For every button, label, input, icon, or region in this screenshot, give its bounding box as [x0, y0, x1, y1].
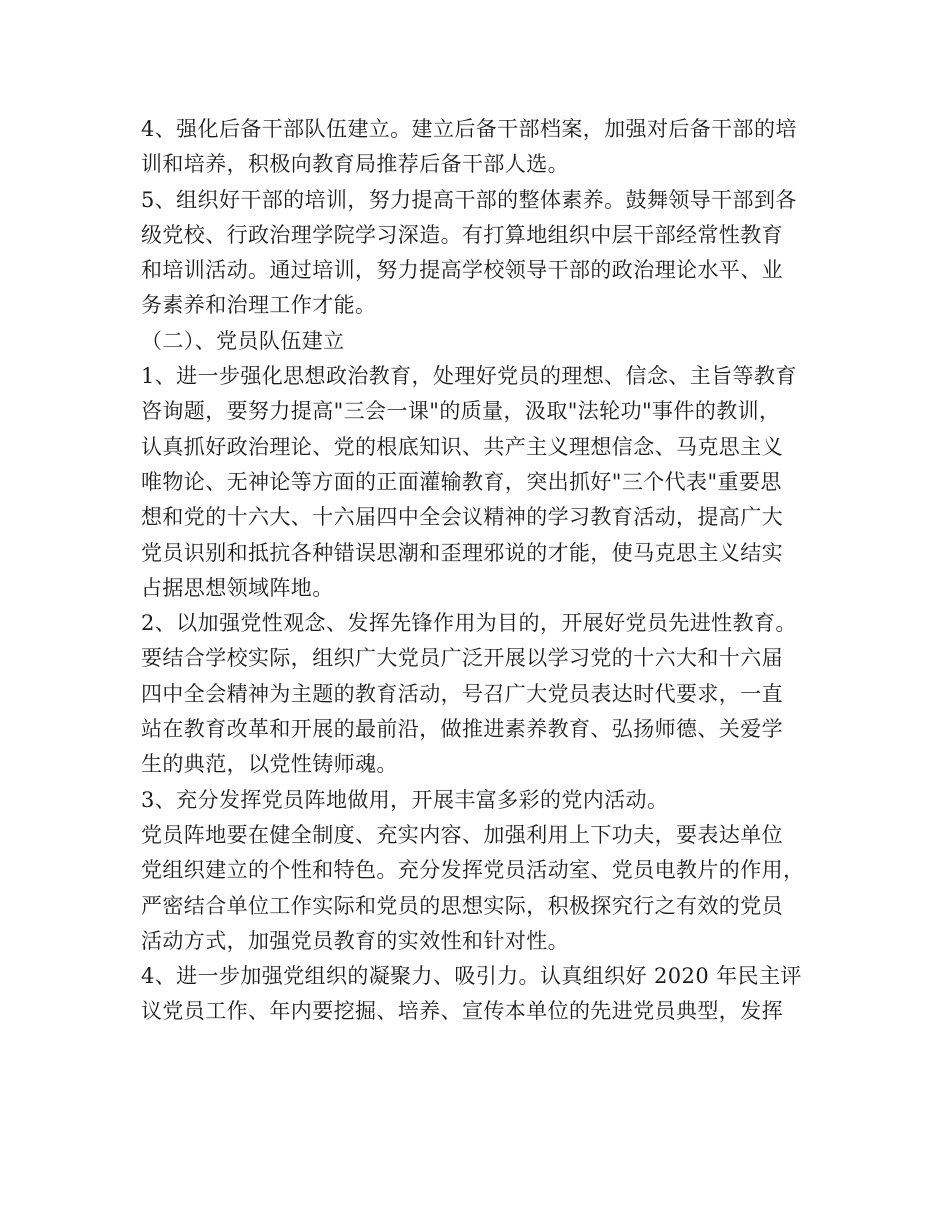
- text-line: 党组织建立的个性和特色。充分发挥党员活动室、党员电教片的作用，: [141, 858, 805, 883]
- section-heading: （二）、党员队伍建立: [141, 328, 345, 353]
- text-line: 想和党的十六大、十六届四中全会议精神的学习教育活动，提高广大: [141, 505, 783, 530]
- text-line: 务素养和治理工作才能。: [141, 293, 377, 318]
- text-line: 党员阵地要在健全制度、充实内容、加强利用上下功夫，要表达单位: [141, 822, 783, 847]
- text-line: 咨询题，要努力提高"三会一课"的质量，汲取"法轮功"事件的教训，: [141, 399, 781, 424]
- text-line: 生的典范，以党性铸师魂。: [141, 752, 398, 777]
- text-line: 四中全会精神为主题的教育活动，号召广大党员表达时代要求，一直: [141, 681, 783, 706]
- text-line: 唯物论、无神论等方面的正面灌输教育，突出抓好"三个代表"重要思: [141, 469, 782, 494]
- text-line: 级党校、行政治理学院学习深造。有打算地组织中层干部经常性教育: [141, 222, 783, 247]
- document-body: [141, 112, 841, 1030]
- text-line: 认真抓好政治理论、党的根底知识、共产主义理想信念、马克思主义: [141, 434, 783, 459]
- text-line: 1、进一步强化思想政治教育，处理好党员的理想、信念、主旨等教育: [141, 364, 797, 389]
- text-line: 训和培养，积极向教育局推荐后备干部人选。: [141, 152, 569, 177]
- text-line: 议党员工作、年内要挖掘、培养、宣传本单位的先进党员典型，发挥: [141, 999, 783, 1024]
- text-line: 严密结合单位工作实际和党员的思想实际，积极探究行之有效的党员: [141, 893, 783, 918]
- text-line: 4、强化后备干部队伍建立。建立后备干部档案，加强对后备干部的培: [141, 117, 797, 141]
- text-line: 3、充分发挥党员阵地做用，开展丰富多彩的党内活动。: [141, 787, 669, 812]
- text-line: 2、以加强党性观念、发挥先锋作用为目的，开展好党员先进性教育。: [141, 611, 797, 636]
- text-line: 5、组织好干部的培训，努力提高干部的整体素养。鼓舞领导干部到各: [141, 187, 797, 212]
- text-line: 要结合学校实际，组织广大党员广泛开展以学习党的十六大和十六届: [141, 646, 783, 671]
- text-line: 占据思想领域阵地。: [141, 575, 334, 600]
- text-line: 站在教育改革和开展的最前沿，做推进素养教育、弘扬师德、关爱学: [141, 717, 783, 742]
- text-line: 党员识别和抵抗各种错误思潮和歪理邪说的才能，使马克思主义结实: [141, 540, 783, 565]
- text-line: 和培训活动。通过培训，努力提高学校领导干部的政治理论水平、业: [141, 258, 783, 283]
- text-line: 4、进一步加强党组织的凝聚力、吸引力。认真组织好 2020 年民主评: [141, 964, 802, 989]
- text-line: 活动方式，加强党员教育的实效性和针对性。: [141, 928, 569, 953]
